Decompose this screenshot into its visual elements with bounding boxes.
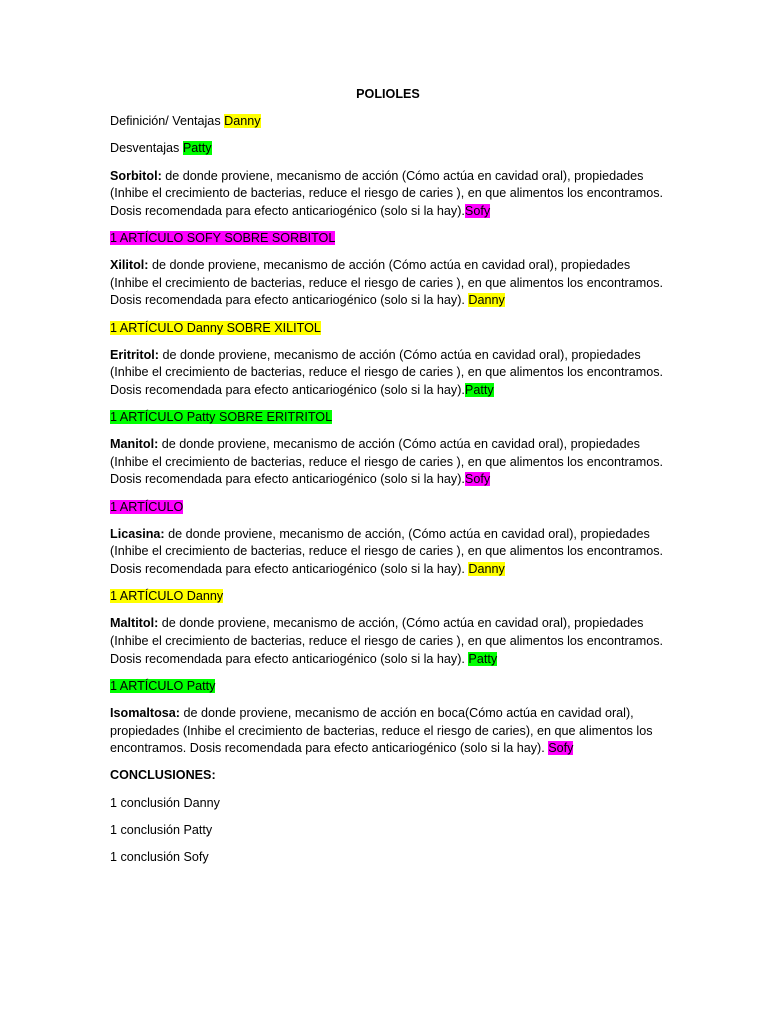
polyol-heading: Isomaltosa: xyxy=(110,705,180,720)
assignee-highlight: Patty xyxy=(464,382,494,397)
assignee-highlight: Patty xyxy=(182,141,212,156)
assignee-highlight: Patty xyxy=(468,651,498,666)
desventajas-label: Desventajas xyxy=(110,141,183,156)
polyol-heading: Licasina: xyxy=(110,526,165,541)
polyol-paragraph xyxy=(110,436,666,489)
desventajas-line xyxy=(110,140,666,158)
assignee-highlight: Sofy xyxy=(464,203,491,218)
article-highlight: 1 ARTÍCULO xyxy=(110,499,184,514)
article-highlight: 1 ARTÍCULO Danny SOBRE XILITOL xyxy=(110,320,321,335)
polyol-description: de donde proviene, mecanismo de acción (Cómo actúa en cavidad oral), propiedades (Inhibe el crecimiento de bacterias, reduce el riesgo de caries ), en que alimentos los encontramos. Dosis recomendada para efecto anticariogénico (solo si la hay). xyxy=(110,168,664,218)
conclusion-item: 1 conclusión Danny xyxy=(110,795,220,810)
polyol-paragraph xyxy=(110,526,666,579)
article-line xyxy=(110,320,666,338)
polyol-paragraph xyxy=(110,705,666,758)
polyol-heading: Maltitol: xyxy=(110,616,159,631)
article-highlight: 1 ARTÍCULO Patty SOBRE ERITRITOL xyxy=(110,410,333,425)
conclusion-item: 1 conclusión Sofy xyxy=(110,849,209,864)
polyol-heading: Eritritol: xyxy=(110,347,159,362)
polyol-description: de donde proviene, mecanismo de acción (Cómo actúa en cavidad oral), propiedades (Inhibe el crecimiento de bacterias, reduce el riesgo de caries ), en que alimentos los encontramos. Dosis recomendada para efecto anticariogénico (solo si la hay). xyxy=(110,258,664,308)
article-highlight: 1 ARTÍCULO SOFY SOBRE SORBITOL xyxy=(110,230,336,245)
assignee-highlight: Danny xyxy=(468,562,505,576)
article-line xyxy=(110,678,666,696)
article-line xyxy=(110,409,666,427)
assignee-highlight: Sofy xyxy=(548,741,574,756)
article-highlight: 1 ARTÍCULO Patty xyxy=(110,678,216,693)
polyol-description: de donde proviene, mecanismo de acción, (Cómo actúa en cavidad oral), propiedades (Inhibe el crecimiento de bacterias, reduce el riesgo de caries ), en que alimentos los encontramos. Dosis recomendada para efecto anticariogénico (solo si la hay). xyxy=(110,616,664,666)
definicion-label: Definición/ Ventajas xyxy=(110,114,225,129)
definicion-line xyxy=(110,113,666,131)
polyol-description: de donde proviene, mecanismo de acción en boca(Cómo actúa en cavidad oral), propiedades (Inhibe el crecimiento de bacterias, reduce el riesgo de caries), en que alimentos los encontramos. Dosis recomendada para efecto anticariogénico (solo si la hay). xyxy=(110,705,653,756)
polyol-heading: Manitol: xyxy=(110,437,159,452)
assignee-highlight: Danny xyxy=(224,114,261,129)
conclusiones-heading: CONCLUSIONES: xyxy=(110,768,216,783)
polyol-paragraph xyxy=(110,615,666,668)
assignee-highlight: Danny xyxy=(468,293,505,308)
document-body xyxy=(110,86,666,876)
document-title: POLIOLES xyxy=(356,87,420,101)
article-line xyxy=(110,230,666,248)
polyol-description: de donde proviene, mecanismo de acción, (Cómo actúa en cavidad oral), propiedades (Inhibe el crecimiento de bacterias, reduce el riesgo de caries ), en que alimentos los encontramos. Dosis recomendada para efecto anticariogénico (solo si la hay). xyxy=(110,526,664,576)
polyol-paragraph xyxy=(110,257,666,310)
assignee-highlight: Sofy xyxy=(464,472,491,487)
polyol-paragraph xyxy=(110,168,666,221)
conclusion-item: 1 conclusión Patty xyxy=(110,822,213,837)
polyol-paragraph xyxy=(110,347,666,400)
polyol-description: de donde proviene, mecanismo de acción (Cómo actúa en cavidad oral), propiedades (Inhibe el crecimiento de bacterias, reduce el riesgo de caries ), en que alimentos los encontramos. Dosis recomendada para efecto anticariogénico (solo si la hay). xyxy=(110,347,664,397)
polyol-description: de donde proviene, mecanismo de acción (Cómo actúa en cavidad oral), propiedades (Inhibe el crecimiento de bacterias, reduce el riesgo de caries ), en que alimentos los encontramos. Dosis recomendada para efecto anticariogénico (solo si la hay). xyxy=(110,437,664,487)
article-line xyxy=(110,499,666,517)
polyol-heading: Sorbitol: xyxy=(110,168,162,183)
article-highlight: 1 ARTÍCULO Danny xyxy=(110,589,224,604)
article-line xyxy=(110,588,666,606)
polyol-heading: Xilitol: xyxy=(110,258,149,273)
